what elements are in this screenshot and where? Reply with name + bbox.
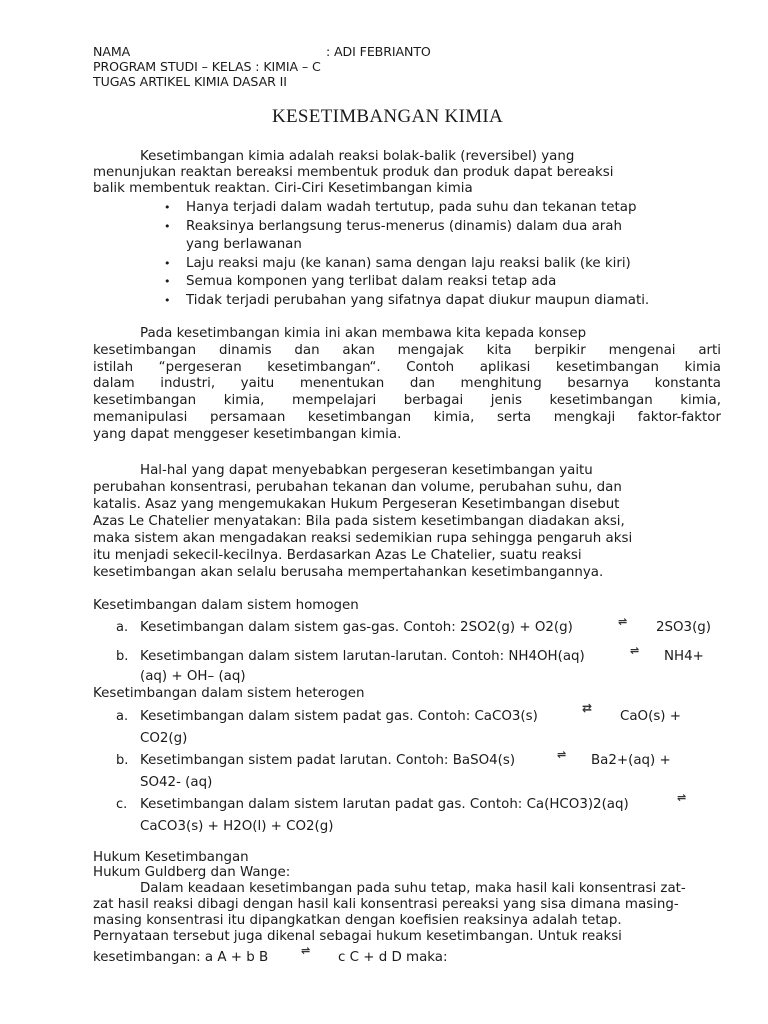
- heterogen-b-text: Kesetimbangan sistem padat larutan. Contoh: BaSO4(s): [140, 753, 516, 768]
- para3-line: perubahan konsentrasi, perubahan tekanan dan volume, perubahan suhu, dan: [93, 480, 622, 495]
- name-value: : ADI FEBRIANTO: [326, 44, 431, 59]
- hukum-subheading: Hukum Guldberg dan Wange:: [93, 865, 291, 880]
- hukum-line: Pernyataan tersebut juga dikenal sebagai hukum kesetimbangan. Untuk reaksi: [93, 929, 622, 944]
- para2-line: kesetimbangan kimia, mempelajari berbagai jenis kesetimbangan kimia,: [93, 393, 721, 408]
- hukum-heading: Hukum Kesetimbangan: [93, 850, 249, 865]
- para2-line: yang dapat menggeser kesetimbangan kimia.: [93, 427, 402, 442]
- equilibrium-arrow-icon: ⇌: [301, 944, 311, 957]
- list-marker: b.: [116, 649, 129, 664]
- list-marker: a.: [116, 709, 129, 724]
- bullet-item-continuation: yang berlawanan: [186, 237, 302, 252]
- hukum-final-right: c C + d D maka:: [338, 950, 448, 965]
- bullet-item: Tidak terjadi perubahan yang sifatnya dapat diukur maupun diamati.: [186, 293, 650, 308]
- equilibrium-arrow-icon: ⇌: [557, 748, 567, 761]
- para2-line: Pada kesetimbangan kimia ini akan membawa kita kepada konsep: [140, 326, 587, 341]
- para2-line: kesetimbangan dinamis dan akan mengajak kita berpikir mengenai arti: [93, 343, 721, 358]
- heterogen-c-text: Kesetimbangan dalam sistem larutan padat gas. Contoh: Ca(HCO3)2(aq): [140, 797, 629, 812]
- bullet-icon: •: [164, 294, 171, 307]
- para3-line: maka sistem akan mengadakan reaksi sedemikian rupa sehingga pengaruh aksi: [93, 531, 633, 546]
- para2-line: istilah “pergeseran kesetimbangan“. Contoh aplikasi kesetimbangan kimia: [93, 360, 721, 375]
- equilibrium-arrow-icon: ⇄: [582, 701, 593, 715]
- bullet-icon: •: [164, 201, 171, 214]
- heterogen-a-product: CaO(s) +: [620, 709, 681, 724]
- homogen-b-text: Kesetimbangan dalam sistem larutan-larutan. Contoh: NH4OH(aq): [140, 649, 585, 664]
- list-marker: b.: [116, 753, 129, 768]
- bullet-icon: •: [164, 220, 171, 233]
- hukum-final-left: kesetimbangan: a A + b B: [93, 950, 269, 965]
- homogen-b-product: NH4+: [664, 649, 704, 664]
- homogen-b-continuation: (aq) + OH– (aq): [140, 669, 246, 684]
- bullet-icon: •: [164, 275, 171, 288]
- bullet-icon: •: [164, 257, 171, 270]
- para3-line: Hal-hal yang dapat menyebabkan pergeseran kesetimbangan yaitu: [140, 463, 593, 478]
- program-line: PROGRAM STUDI – KELAS : KIMIA – C: [93, 59, 321, 74]
- heterogen-heading: Kesetimbangan dalam sistem heterogen: [93, 686, 365, 701]
- heterogen-b-product: Ba2+(aq) +: [591, 753, 671, 768]
- list-marker: a.: [116, 620, 129, 635]
- heterogen-a-text: Kesetimbangan dalam sistem padat gas. Contoh: CaCO3(s): [140, 709, 538, 724]
- heterogen-a-continuation: CO2(g): [140, 731, 188, 746]
- list-marker: c.: [116, 797, 128, 812]
- intro-line: menunjukan reaktan bereaksi membentuk produk dan produk dapat bereaksi: [93, 165, 614, 180]
- para3-line: katalis. Asaz yang mengemukakan Hukum Pergeseran Kesetimbangan disebut: [93, 497, 620, 512]
- para3-line: itu menjadi sekecil-kecilnya. Berdasarkan Azas Le Chatelier, suatu reaksi: [93, 548, 582, 563]
- assignment-line: TUGAS ARTIKEL KIMIA DASAR II: [93, 74, 287, 89]
- intro-line: balik membentuk reaktan. Ciri-Ciri Kesetimbangan kimia: [93, 181, 473, 196]
- homogen-a-product: 2SO3(g): [656, 620, 712, 635]
- intro-line: Kesetimbangan kimia adalah reaksi bolak-balik (reversibel) yang: [140, 149, 575, 164]
- hukum-line: Dalam keadaan kesetimbangan pada suhu tetap, maka hasil kali konsentrasi zat-: [140, 881, 686, 896]
- hukum-line: masing konsentrasi itu dipangkatkan dengan koefisien reaksinya adalah tetap.: [93, 913, 622, 928]
- heterogen-c-continuation: CaCO3(s) + H2O(l) + CO2(g): [140, 819, 334, 834]
- equilibrium-arrow-icon: ⇌: [677, 791, 687, 804]
- para3-line: kesetimbangan akan selalu berusaha mempertahankan kesetimbangannya.: [93, 565, 604, 580]
- para2-line: dalam industri, yaitu menentukan dan menghitung besarnya konstanta: [93, 376, 721, 391]
- equilibrium-arrow-icon: ⇌: [618, 615, 628, 628]
- page-title: KESETIMBANGAN KIMIA: [272, 106, 504, 127]
- para3-line: Azas Le Chatelier menyatakan: Bila pada sistem kesetimbangan diadakan aksi,: [93, 514, 625, 529]
- hukum-line: zat hasil reaksi dibagi dengan hasil kali konsentrasi pereaksi yang sisa dimana masing-: [93, 897, 679, 912]
- bullet-item: Hanya terjadi dalam wadah tertutup, pada suhu dan tekanan tetap: [186, 200, 637, 215]
- bullet-item: Reaksinya berlangsung terus-menerus (dinamis) dalam dua arah: [186, 219, 622, 234]
- bullet-item: Laju reaksi maju (ke kanan) sama dengan laju reaksi balik (ke kiri): [186, 256, 631, 271]
- para2-line: memanipulasi persamaan kesetimbangan kimia, serta mengkaji faktor-faktor: [93, 410, 721, 425]
- equilibrium-arrow-icon: ⇌: [630, 644, 640, 657]
- heterogen-b-continuation: SO42- (aq): [140, 775, 213, 790]
- bullet-item: Semua komponen yang terlibat dalam reaksi tetap ada: [186, 274, 557, 289]
- homogen-heading: Kesetimbangan dalam sistem homogen: [93, 598, 359, 613]
- name-label: NAMA: [93, 44, 131, 59]
- homogen-a-text: Kesetimbangan dalam sistem gas-gas. Contoh: 2SO2(g) + O2(g): [140, 620, 573, 635]
